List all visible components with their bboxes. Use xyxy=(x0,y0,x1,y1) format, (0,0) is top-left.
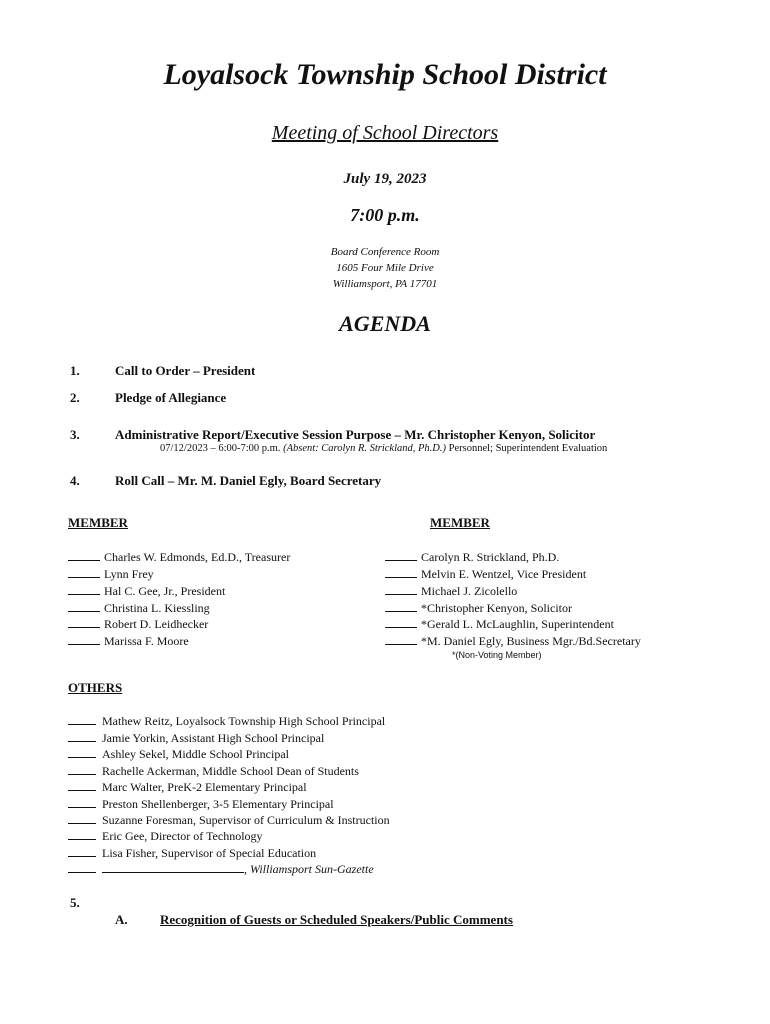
others-header: OTHERS xyxy=(68,680,123,695)
member-right-row xyxy=(385,565,586,582)
attendance-blank xyxy=(68,599,100,612)
item-text-1: Call to Order – President xyxy=(115,363,256,378)
exec-session-purpose: Personnel; Superintendent Evaluation xyxy=(448,443,608,454)
attendance-blank xyxy=(68,827,96,840)
item-number-2: 2. xyxy=(70,390,80,405)
attendance-blank xyxy=(385,582,417,595)
attendance-blank xyxy=(68,860,96,873)
item-number-5: 5. xyxy=(70,895,80,910)
others-name: Mathew Reitz, Loyalsock Township High School Principal xyxy=(102,714,386,728)
item-text-4: Roll Call – Mr. M. Daniel Egly, Board Secretary xyxy=(115,473,382,488)
others-row xyxy=(68,827,263,844)
location-room: Board Conference Room xyxy=(330,246,440,258)
others-name: Jamie Yorkin, Assistant High School Principal xyxy=(102,731,325,745)
executive-session-note xyxy=(160,443,607,454)
others-name: Suzanne Foresman, Supervisor of Curriculum & Instruction xyxy=(102,813,390,827)
others-row xyxy=(68,811,390,828)
meeting-subtitle: Meeting of School Directors xyxy=(271,122,499,144)
member-right-row xyxy=(385,548,559,565)
location-city: Williamsport, PA 17701 xyxy=(332,278,438,290)
member-right-row xyxy=(385,599,572,616)
others-name: Lisa Fisher, Supervisor of Special Education xyxy=(102,846,317,860)
member-right-row xyxy=(385,582,517,599)
attendance-blank xyxy=(68,811,96,824)
others-row xyxy=(68,745,289,762)
others-row xyxy=(68,844,316,861)
attendance-blank xyxy=(68,844,96,857)
member-name: *Christopher Kenyon, Solicitor xyxy=(421,601,572,615)
member-name: Robert D. Leidhecker xyxy=(104,617,209,631)
attendance-blank xyxy=(385,565,417,578)
press-row xyxy=(68,860,374,877)
member-left-row xyxy=(68,615,208,632)
attendance-blank xyxy=(68,632,100,645)
attendance-blank xyxy=(68,565,100,578)
attendance-blank xyxy=(68,778,96,791)
member-name: Christina L. Kiessling xyxy=(104,601,210,615)
attendance-blank xyxy=(68,712,96,725)
attendance-blank xyxy=(68,548,100,561)
member-name: Charles W. Edmonds, Ed.D., Treasurer xyxy=(104,550,291,564)
others-row xyxy=(68,712,385,729)
member-name: Michael J. Zicolello xyxy=(421,584,518,598)
attendance-blank xyxy=(68,762,96,775)
meeting-date: July 19, 2023 xyxy=(343,171,427,187)
member-name: Marissa F. Moore xyxy=(104,634,189,648)
item-text-3: Administrative Report/Executive Session Purpose – Mr. Christopher Kenyon, Solicitor xyxy=(115,427,596,442)
attendance-blank xyxy=(385,615,417,628)
member-left-row xyxy=(68,599,210,616)
agenda-heading: AGENDA xyxy=(339,311,431,336)
attendance-blank xyxy=(385,599,417,612)
member-left-row xyxy=(68,548,290,565)
member-name: *Gerald L. McLaughlin, Superintendent xyxy=(421,617,614,631)
member-name: Melvin E. Wentzel, Vice President xyxy=(421,567,587,581)
member-left-row xyxy=(68,565,154,582)
exec-session-time: 07/12/2023 – 6:00-7:00 p.m. xyxy=(160,443,281,454)
member-name: *M. Daniel Egly, Business Mgr./Bd.Secretary xyxy=(421,634,641,648)
others-name: Rachelle Ackerman, Middle School Dean of Students xyxy=(102,764,359,778)
others-name: Preston Shellenberger, 3-5 Elementary Principal xyxy=(102,797,334,811)
others-name: Ashley Sekel, Middle School Principal xyxy=(102,747,289,761)
member-left-row xyxy=(68,632,189,649)
attendance-blank xyxy=(68,729,96,742)
attendance-blank xyxy=(68,582,100,595)
location-street: 1605 Four Mile Drive xyxy=(336,262,434,274)
others-row xyxy=(68,778,307,795)
member-right-row xyxy=(385,632,641,649)
member-right-row xyxy=(385,615,614,632)
press-name-blank xyxy=(102,860,244,873)
section5-sub-title: Recognition of Guests or Scheduled Speakers/Public Comments xyxy=(160,912,513,927)
item-text-2: Pledge of Allegiance xyxy=(115,390,227,405)
others-row xyxy=(68,795,334,812)
item-number-4: 4. xyxy=(70,473,80,488)
member-left-row xyxy=(68,582,225,599)
member-left-header: MEMBER xyxy=(68,515,128,530)
attendance-blank xyxy=(385,548,417,561)
attendance-blank xyxy=(68,795,96,808)
others-name: Eric Gee, Director of Technology xyxy=(102,829,263,843)
member-right-header: MEMBER xyxy=(430,515,490,530)
others-row xyxy=(68,762,359,779)
attendance-blank xyxy=(385,632,417,645)
non-voting-note: *(Non-Voting Member) xyxy=(452,650,542,660)
section5-sub-label: A. xyxy=(115,912,128,927)
member-name: Carolyn R. Strickland, Ph.D. xyxy=(421,550,560,564)
others-name: Marc Walter, PreK-2 Elementary Principal xyxy=(102,780,307,794)
attendance-blank xyxy=(68,745,96,758)
item-number-1: 1. xyxy=(70,363,80,378)
exec-session-absent: (Absent: Carolyn R. Strickland, Ph.D.) xyxy=(283,443,447,454)
item-number-3: 3. xyxy=(70,427,80,442)
member-name: Hal C. Gee, Jr., President xyxy=(104,584,226,598)
others-row xyxy=(68,729,324,746)
press-outlet: , Williamsport Sun-Gazette xyxy=(244,862,374,876)
meeting-time: 7:00 p.m. xyxy=(350,205,420,225)
district-title: Loyalsock Township School District xyxy=(163,58,607,91)
member-name: Lynn Frey xyxy=(104,567,154,581)
attendance-blank xyxy=(68,615,100,628)
